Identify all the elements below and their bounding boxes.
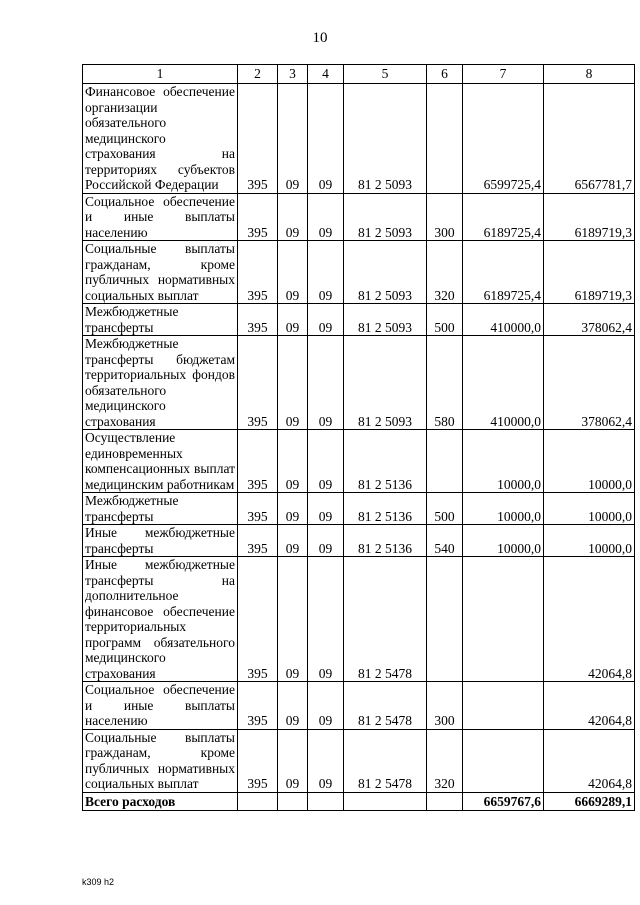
- header-col-5: 5: [344, 65, 427, 84]
- row-section: 09: [278, 729, 308, 792]
- row-expense-type: 580: [427, 336, 463, 430]
- row-amount-col7: [463, 682, 544, 730]
- row-target-item: 81 2 5478: [344, 557, 427, 682]
- row-expense-type: 320: [427, 241, 463, 304]
- row-amount-col8: 378062,4: [544, 304, 635, 336]
- row-target-item: 81 2 5093: [344, 241, 427, 304]
- row-admin-code: 395: [238, 193, 278, 241]
- row-amount-col8: 6567781,7: [544, 84, 635, 194]
- row-amount-col7: 10000,0: [463, 525, 544, 557]
- row-subsection: 09: [308, 557, 344, 682]
- row-section: 09: [278, 241, 308, 304]
- row-amount-col8: 6189719,3: [544, 193, 635, 241]
- table-row: [83, 557, 635, 682]
- row-amount-col7: 410000,0: [463, 304, 544, 336]
- row-amount-col7: [463, 557, 544, 682]
- header-row: [83, 65, 635, 84]
- header-col-1: 1: [83, 65, 238, 84]
- row-subsection: 09: [308, 304, 344, 336]
- row-subsection: 09: [308, 493, 344, 525]
- row-name: Иные межбюджетные трансферты на дополнительное финансовое обеспечение территориальных программ обязательного медицинского страхования: [83, 557, 238, 682]
- row-section: 09: [278, 557, 308, 682]
- table-row: [83, 729, 635, 792]
- row-amount-col8: 10000,0: [544, 525, 635, 557]
- row-expense-type: 540: [427, 525, 463, 557]
- row-subsection: 09: [308, 336, 344, 430]
- row-amount-col7: 10000,0: [463, 493, 544, 525]
- row-expense-type: 300: [427, 193, 463, 241]
- row-expense-type: 500: [427, 493, 463, 525]
- row-expense-type: 300: [427, 682, 463, 730]
- row-section: 09: [278, 304, 308, 336]
- row-amount-col8: 10000,0: [544, 493, 635, 525]
- header-col-2: 2: [238, 65, 278, 84]
- row-admin-code: 395: [238, 682, 278, 730]
- row-target-item: 81 2 5093: [344, 193, 427, 241]
- row-section: 09: [278, 430, 308, 493]
- total-amount-col7: 6659767,6: [463, 792, 544, 810]
- row-admin-code: 395: [238, 241, 278, 304]
- row-subsection: 09: [308, 729, 344, 792]
- table-row: [83, 525, 635, 557]
- row-admin-code: 395: [238, 493, 278, 525]
- row-target-item: 81 2 5478: [344, 682, 427, 730]
- total-amount-col8: 6669289,1: [544, 792, 635, 810]
- row-target-item: 81 2 5093: [344, 84, 427, 194]
- header-col-4: 4: [308, 65, 344, 84]
- row-admin-code: 395: [238, 557, 278, 682]
- row-section: 09: [278, 193, 308, 241]
- row-subsection: 09: [308, 193, 344, 241]
- row-amount-col7: 410000,0: [463, 336, 544, 430]
- row-expense-type: [427, 557, 463, 682]
- row-expense-type: 320: [427, 729, 463, 792]
- row-target-item: 81 2 5093: [344, 336, 427, 430]
- row-subsection: 09: [308, 525, 344, 557]
- row-name: Межбюджетные трансферты: [83, 304, 238, 336]
- row-amount-col8: 42064,8: [544, 729, 635, 792]
- row-amount-col7: 6599725,4: [463, 84, 544, 194]
- row-expense-type: [427, 430, 463, 493]
- row-admin-code: 395: [238, 304, 278, 336]
- header-col-3: 3: [278, 65, 308, 84]
- row-amount-col8: 42064,8: [544, 557, 635, 682]
- total-row: [83, 792, 635, 810]
- row-amount-col8: 10000,0: [544, 430, 635, 493]
- row-name: Иные межбюджетные трансферты: [83, 525, 238, 557]
- row-name: Социальные выплаты гражданам, кроме публичных нормативных социальных выплат: [83, 729, 238, 792]
- row-target-item: 81 2 5136: [344, 525, 427, 557]
- table-row: [83, 241, 635, 304]
- total-empty-cell: [308, 792, 344, 810]
- row-name: Социальное обеспечение и иные выплаты населению: [83, 682, 238, 730]
- row-name: Осуществление единовременных компенсационных выплат медицинским работникам: [83, 430, 238, 493]
- total-empty-cell: [278, 792, 308, 810]
- total-empty-cell: [344, 792, 427, 810]
- row-section: 09: [278, 682, 308, 730]
- row-target-item: 81 2 5136: [344, 430, 427, 493]
- row-amount-col8: 42064,8: [544, 682, 635, 730]
- table-row: [83, 84, 635, 194]
- row-admin-code: 395: [238, 84, 278, 194]
- table-row: [83, 193, 635, 241]
- header-col-8: 8: [544, 65, 635, 84]
- row-subsection: 09: [308, 241, 344, 304]
- row-section: 09: [278, 525, 308, 557]
- row-amount-col7: 6189725,4: [463, 241, 544, 304]
- row-name: Социальные выплаты гражданам, кроме публичных нормативных социальных выплат: [83, 241, 238, 304]
- page-number: 10: [312, 30, 328, 46]
- header-col-7: 7: [463, 65, 544, 84]
- row-section: 09: [278, 84, 308, 194]
- row-amount-col7: 6189725,4: [463, 193, 544, 241]
- row-name: Финансовое обеспечение организации обязательного медицинского страхования на территориях субъектов Российской Федерации: [83, 84, 238, 194]
- row-amount-col8: 6189719,3: [544, 241, 635, 304]
- table-row: [83, 493, 635, 525]
- row-section: 09: [278, 336, 308, 430]
- row-expense-type: [427, 84, 463, 194]
- total-empty-cell: [238, 792, 278, 810]
- row-amount-col8: 378062,4: [544, 336, 635, 430]
- header-col-6: 6: [427, 65, 463, 84]
- row-subsection: 09: [308, 682, 344, 730]
- row-subsection: 09: [308, 84, 344, 194]
- footer-document-code: k309 h2: [82, 877, 115, 887]
- row-section: 09: [278, 493, 308, 525]
- row-admin-code: 395: [238, 525, 278, 557]
- row-target-item: 81 2 5478: [344, 729, 427, 792]
- row-target-item: 81 2 5136: [344, 493, 427, 525]
- row-amount-col7: 10000,0: [463, 430, 544, 493]
- table-row: [83, 304, 635, 336]
- row-name: Межбюджетные трансферты: [83, 493, 238, 525]
- row-admin-code: 395: [238, 430, 278, 493]
- table-row: [83, 336, 635, 430]
- row-target-item: 81 2 5093: [344, 304, 427, 336]
- row-amount-col7: [463, 729, 544, 792]
- table-row: [83, 430, 635, 493]
- expenditure-table: [82, 64, 635, 811]
- row-admin-code: 395: [238, 336, 278, 430]
- total-label: Всего расходов: [83, 792, 238, 810]
- row-admin-code: 395: [238, 729, 278, 792]
- row-subsection: 09: [308, 430, 344, 493]
- row-expense-type: 500: [427, 304, 463, 336]
- table-row: [83, 682, 635, 730]
- row-name: Социальное обеспечение и иные выплаты населению: [83, 193, 238, 241]
- total-empty-cell: [427, 792, 463, 810]
- row-name: Межбюджетные трансферты бюджетам территориальных фондов обязательного медицинского страхования: [83, 336, 238, 430]
